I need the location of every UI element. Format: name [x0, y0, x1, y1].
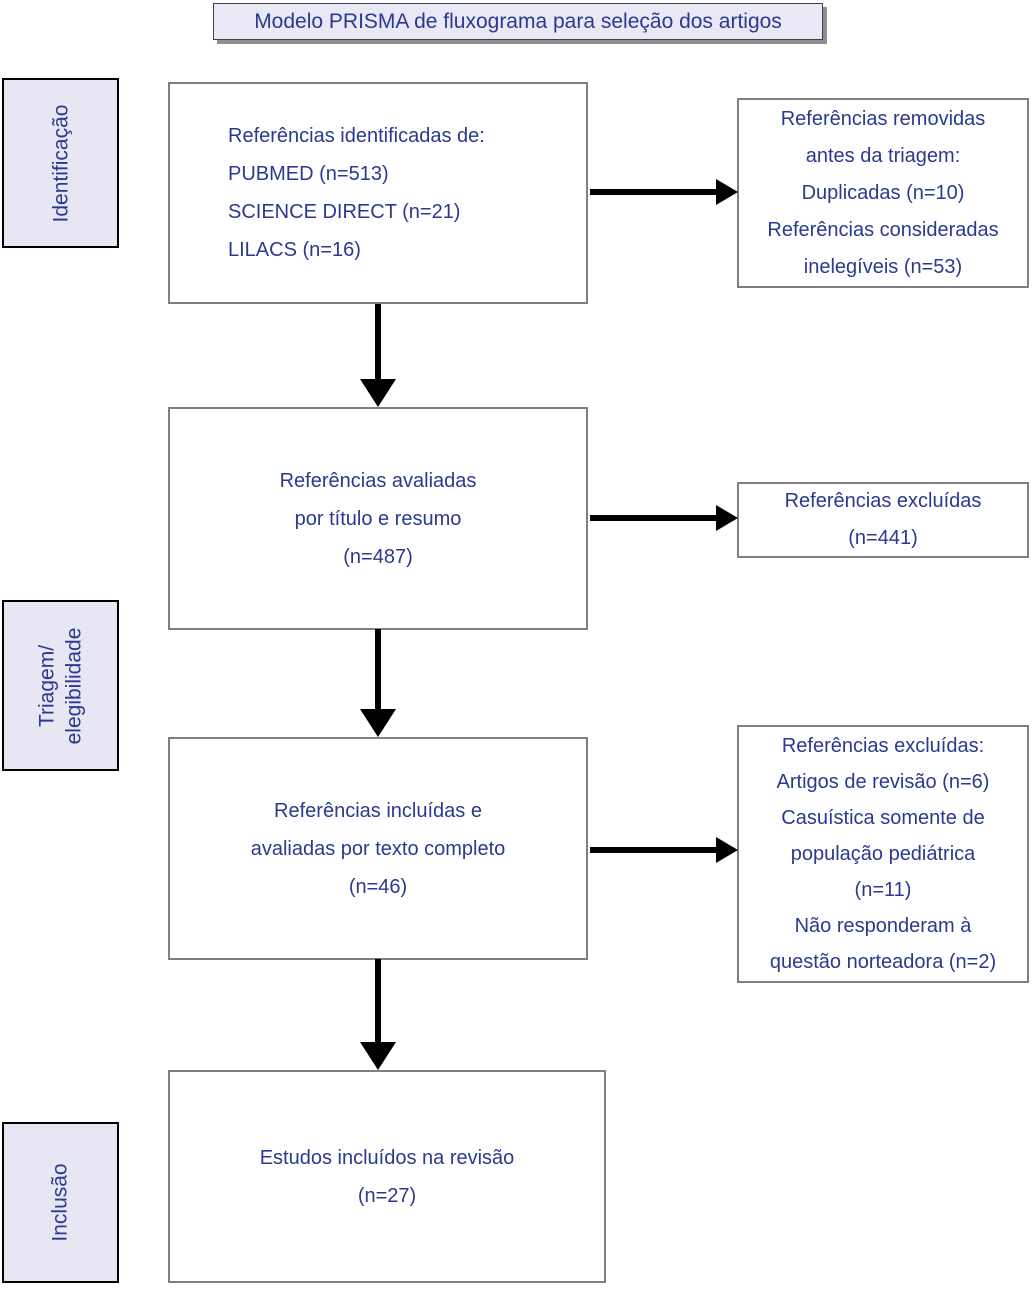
box-text-line: Referências removidas [780, 107, 986, 130]
box-text-line: Referências avaliadas [279, 469, 477, 492]
stage-label-identificacao [47, 104, 74, 222]
arrow-head-down-icon [360, 1042, 396, 1070]
arrow-fulltext-to-excluded-reasons [590, 837, 740, 863]
box-text-line: população pediátrica [790, 843, 976, 865]
arrow-shaft [375, 629, 381, 711]
box-text-line: (n=441) [848, 527, 918, 549]
box-text-line: (n=46) [348, 875, 408, 898]
stage-band-identificacao [2, 78, 119, 248]
arrow-shaft [375, 959, 381, 1044]
box-text-line: Casuística somente de [781, 807, 985, 829]
box-text-line: (n=27) [357, 1184, 417, 1207]
box-text-line: (n=487) [343, 545, 413, 568]
box-references-screened-title-abstract [168, 407, 588, 630]
box-text-line: Artigos de revisão (n=6) [776, 771, 990, 793]
stage-label-triagem-elegibilidade [34, 627, 88, 744]
stage-band-triagem-elegibilidade [2, 600, 119, 771]
box-references-excluded [737, 482, 1029, 558]
stage-label-line: elegibilidade [62, 627, 86, 744]
box-text-line: Referências incluídas e [274, 799, 482, 822]
box-text-line: Referências excluídas: [781, 735, 985, 757]
box-text-line: Não responderam à [794, 915, 972, 937]
box-references-fulltext-assessed [168, 737, 588, 960]
arrow-screened-to-excluded [590, 505, 740, 531]
box-text-line: inelegíveis (n=53) [803, 255, 963, 278]
box-references-excluded-reasons [737, 725, 1029, 983]
diagram-title-text: Modelo PRISMA de fluxograma para seleção dos artigos [254, 9, 782, 33]
box-text-line: Referências excluídas [784, 490, 982, 512]
box-text-line: por título e resumo [294, 507, 462, 530]
box-text-line: PUBMED (n=513) [228, 163, 389, 185]
arrow-identified-to-screened [360, 304, 396, 407]
stage-label-line: Triagem/ [35, 644, 59, 727]
arrow-shaft [590, 189, 718, 195]
arrow-head-right-icon [716, 179, 738, 205]
box-references-removed-before-screening [737, 98, 1029, 288]
box-text-line: Referências identificadas de: [228, 125, 485, 147]
box-text-line: avaliadas por texto completo [250, 837, 506, 860]
arrow-shaft [590, 515, 718, 521]
box-text-line: Estudos incluídos na revisão [259, 1146, 515, 1169]
arrow-head-right-icon [716, 505, 738, 531]
arrow-shaft [590, 847, 718, 853]
box-text-line: questão norteadora (n=2) [769, 951, 997, 973]
arrow-fulltext-to-included [360, 959, 396, 1070]
arrow-head-down-icon [360, 379, 396, 407]
box-text-line: Duplicadas (n=10) [801, 181, 965, 204]
box-references-identified [168, 82, 588, 304]
box-text-line: (n=11) [854, 879, 912, 901]
arrow-shaft [375, 304, 381, 382]
box-text-line: antes da triagem: [805, 144, 961, 167]
box-text-line: Referências consideradas [767, 218, 999, 241]
diagram-title [213, 3, 823, 40]
box-text-line: SCIENCE DIRECT (n=21) [228, 201, 461, 223]
arrow-screened-to-fulltext [360, 629, 396, 737]
arrow-identified-to-removed [590, 179, 740, 205]
arrow-head-right-icon [716, 837, 738, 863]
stage-band-inclusao [2, 1122, 119, 1283]
stage-label-line: Inclusão [49, 1163, 72, 1242]
stage-label-inclusao [47, 1163, 74, 1241]
stage-label-line: Identificação [49, 104, 73, 222]
box-studies-included [168, 1070, 606, 1283]
box-text-line: LILACS (n=16) [228, 239, 361, 261]
arrow-head-down-icon [360, 709, 396, 737]
